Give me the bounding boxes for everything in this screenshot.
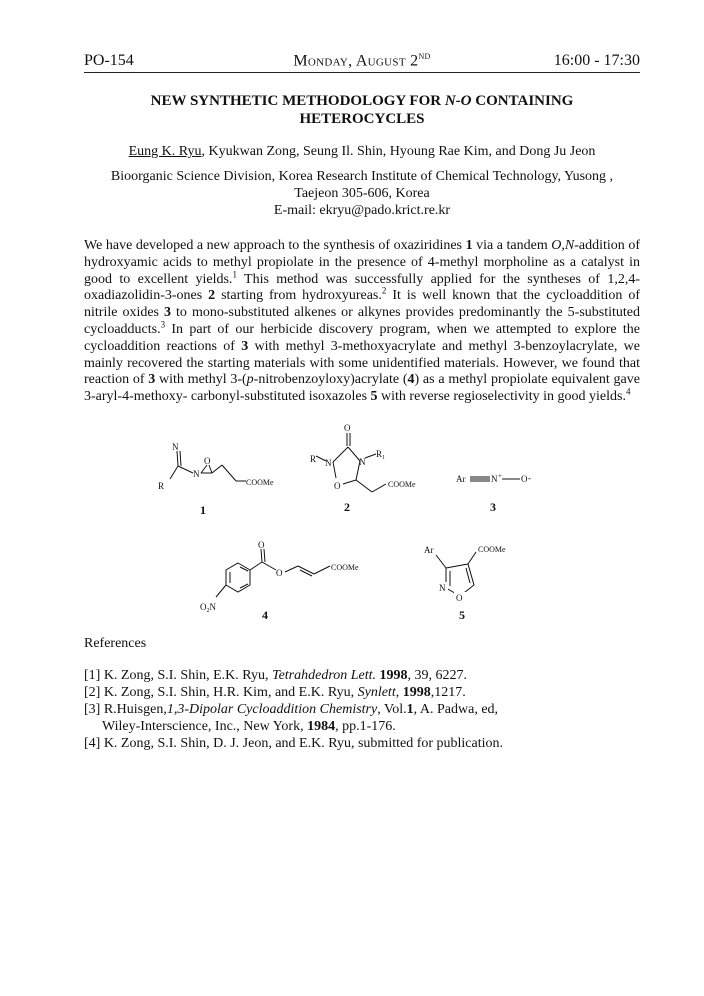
ester-label: COOMe	[388, 480, 416, 489]
compound-ref: 3	[148, 372, 156, 388]
session-code: PO-154	[84, 52, 134, 69]
compound-ref: 3	[164, 305, 172, 321]
carbonyl-O-label: O	[258, 540, 265, 550]
ref-volume: 1	[406, 702, 414, 717]
abstract-text: -addition of hydroxyamic acids to methyl propiolate in the presence of 4-methyl morpholine as a catalyst in good to excellent yields.	[84, 238, 640, 287]
abstract-text: In part of our herbicide discovery program, when we attempted to explore the cycloaddition reactions of	[84, 321, 640, 354]
title-text: NEW SYNTHETIC METHODOLOGY FOR	[150, 93, 445, 109]
O-label: O	[456, 593, 463, 603]
structure-number: 4	[262, 608, 268, 622]
ref-journal: Synlett	[357, 685, 396, 700]
citation-sup: 4	[626, 386, 631, 397]
reference-item	[84, 667, 640, 684]
structure-number: 3	[490, 500, 496, 514]
structure-number: 5	[459, 608, 465, 622]
N-label: N	[491, 474, 498, 484]
N-label: N	[193, 469, 200, 479]
abstract-text: via a tandem	[472, 238, 552, 253]
email: E-mail: ekryu@pado.krict.re.kr	[273, 203, 451, 218]
reference-item	[84, 701, 640, 718]
ref-text: , 39, 6227.	[407, 668, 468, 683]
N-label: N	[439, 583, 446, 593]
Ar-label: Ar	[456, 474, 466, 484]
co-authors: , Kyukwan Zong, Seung Il. Shin, Hyoung Rae Kim, and Dong Ju Jeon	[201, 144, 596, 159]
carbonyl-O-label: O	[344, 423, 351, 433]
O-label: O	[521, 474, 528, 484]
abstract-text: ) as a methyl propiolate equivalent gave 3-aryl-4-methoxy- carbonyl-substituted isoxazoles	[84, 372, 640, 405]
ref-text: Wiley-Interscience, Inc., New York,	[102, 719, 308, 734]
plus-charge: +	[498, 472, 502, 480]
nitro-label	[200, 602, 217, 614]
structure-number: 2	[344, 500, 350, 514]
citation-sup: 3	[160, 319, 166, 330]
title-text-2: CONTAINING	[471, 93, 574, 109]
title-line-2: HETEROCYCLES	[299, 111, 425, 127]
R-label: R	[158, 481, 165, 491]
ring-O-label: O	[334, 481, 341, 491]
R1-sub: 1	[382, 455, 386, 461]
R1-label	[376, 449, 385, 461]
ref-journal: Tetrahdedron Lett.	[272, 668, 377, 683]
R1-text: R	[376, 449, 383, 459]
structure-5	[424, 545, 506, 622]
R-label: R	[310, 454, 317, 464]
ref-text: , A. Padwa, ed,	[413, 702, 499, 717]
compound-ref: 5	[370, 389, 378, 405]
ref-text: , Vol.	[377, 702, 407, 717]
ester-label: COOMe	[478, 545, 506, 554]
O-label: O	[204, 456, 211, 466]
session-day-sup: ND	[418, 52, 431, 61]
structure-1	[158, 442, 274, 517]
compound-ref: 3	[241, 338, 249, 354]
citation-sup: 2	[381, 285, 387, 296]
citation-sup: 1	[232, 268, 237, 279]
reference-item: [4] K. Zong, S.I. Shin, D. J. Jeon, and E.K. Ryu, submitted for publication.	[84, 736, 504, 751]
abstract-italic: p	[246, 372, 254, 388]
nitro-sub: 2	[206, 608, 210, 614]
abstract-text: This method was successfully applied for the syntheses of 1,2,4-oxadiazolidin-3-ones	[84, 271, 640, 304]
ref-text: [3] R.Huisgen,	[84, 702, 167, 717]
compound-ref: 2	[208, 288, 216, 304]
abstract-text: with reverse regioselectivity in good yields.	[377, 389, 626, 405]
abstract-italic: O,N	[551, 238, 575, 253]
title-italic: N-O	[444, 93, 472, 109]
nitro-N: N	[209, 602, 216, 612]
ref-text: ,1217.	[430, 685, 466, 700]
reference-continuation	[84, 718, 640, 735]
structure-number: 1	[200, 503, 206, 517]
structure-2	[310, 423, 416, 514]
carbonyl-O-label: N	[172, 442, 179, 452]
abstract-text: to mono-substituted alkenes or alkynes provides predominantly the 5-substituted cycloadducts.	[84, 305, 640, 337]
ester-label: COOMe	[246, 478, 274, 487]
nitro-O: O	[200, 602, 207, 612]
ref-text: [1] K. Zong, S.I. Shin, E.K. Ryu,	[84, 668, 273, 683]
Ar-label: Ar	[424, 545, 434, 555]
affiliation-line-2: Taejeon 305-606, Korea	[294, 186, 430, 201]
abstract-text: -nitrobenzoyloxy)acrylate (	[253, 372, 408, 388]
compound-ref: 1	[465, 238, 473, 253]
ester-label: COOMe	[331, 563, 359, 572]
abstract-text: with methyl 3-(	[155, 372, 247, 388]
N-label: N	[359, 457, 366, 467]
ester-O-label: O	[276, 568, 283, 578]
ref-text: , pp.1-176.	[335, 719, 396, 734]
abstract-text: with methyl 3-methoxyacrylate and methyl 3-benzoylacrylate, we mainly recovered the starting materials with some unidentified materials. However, we found that reaction of	[84, 338, 640, 388]
ref-text: [2] K. Zong, S.I. Shin, H.R. Kim, and E.K. Ryu,	[84, 685, 358, 700]
minus-charge: -	[528, 473, 531, 483]
N-label: N	[325, 458, 332, 468]
session-time: 16:00 - 17:30	[553, 52, 640, 69]
ref-book: 1,3-Dipolar Cycloaddition Chemistry	[166, 702, 378, 717]
structure-4	[200, 540, 359, 622]
abstract-text: starting from hydroxyureas.	[215, 288, 382, 304]
ref-text: ,	[395, 685, 403, 700]
ref-year: 1984	[307, 719, 336, 734]
compound-ref: 4	[407, 372, 415, 388]
ref-year: 1998	[379, 668, 408, 683]
reference-item	[84, 684, 640, 701]
references-heading: References	[84, 636, 147, 651]
reference-list	[84, 667, 640, 752]
abstract-text: We have developed a new approach to the synthesis of oxaziridines	[84, 238, 466, 253]
abstract-text: It is well known that the cycloaddition of nitrile oxides	[84, 288, 641, 321]
structure-3	[456, 472, 531, 514]
session-day-text: Monday, August 2	[293, 52, 419, 70]
presenting-author: Eung K. Ryu	[128, 144, 202, 159]
ref-year: 1998	[402, 685, 431, 700]
affiliation-line-1: Bioorganic Science Division, Korea Research Institute of Chemical Technology, Yusong ,	[110, 169, 614, 184]
